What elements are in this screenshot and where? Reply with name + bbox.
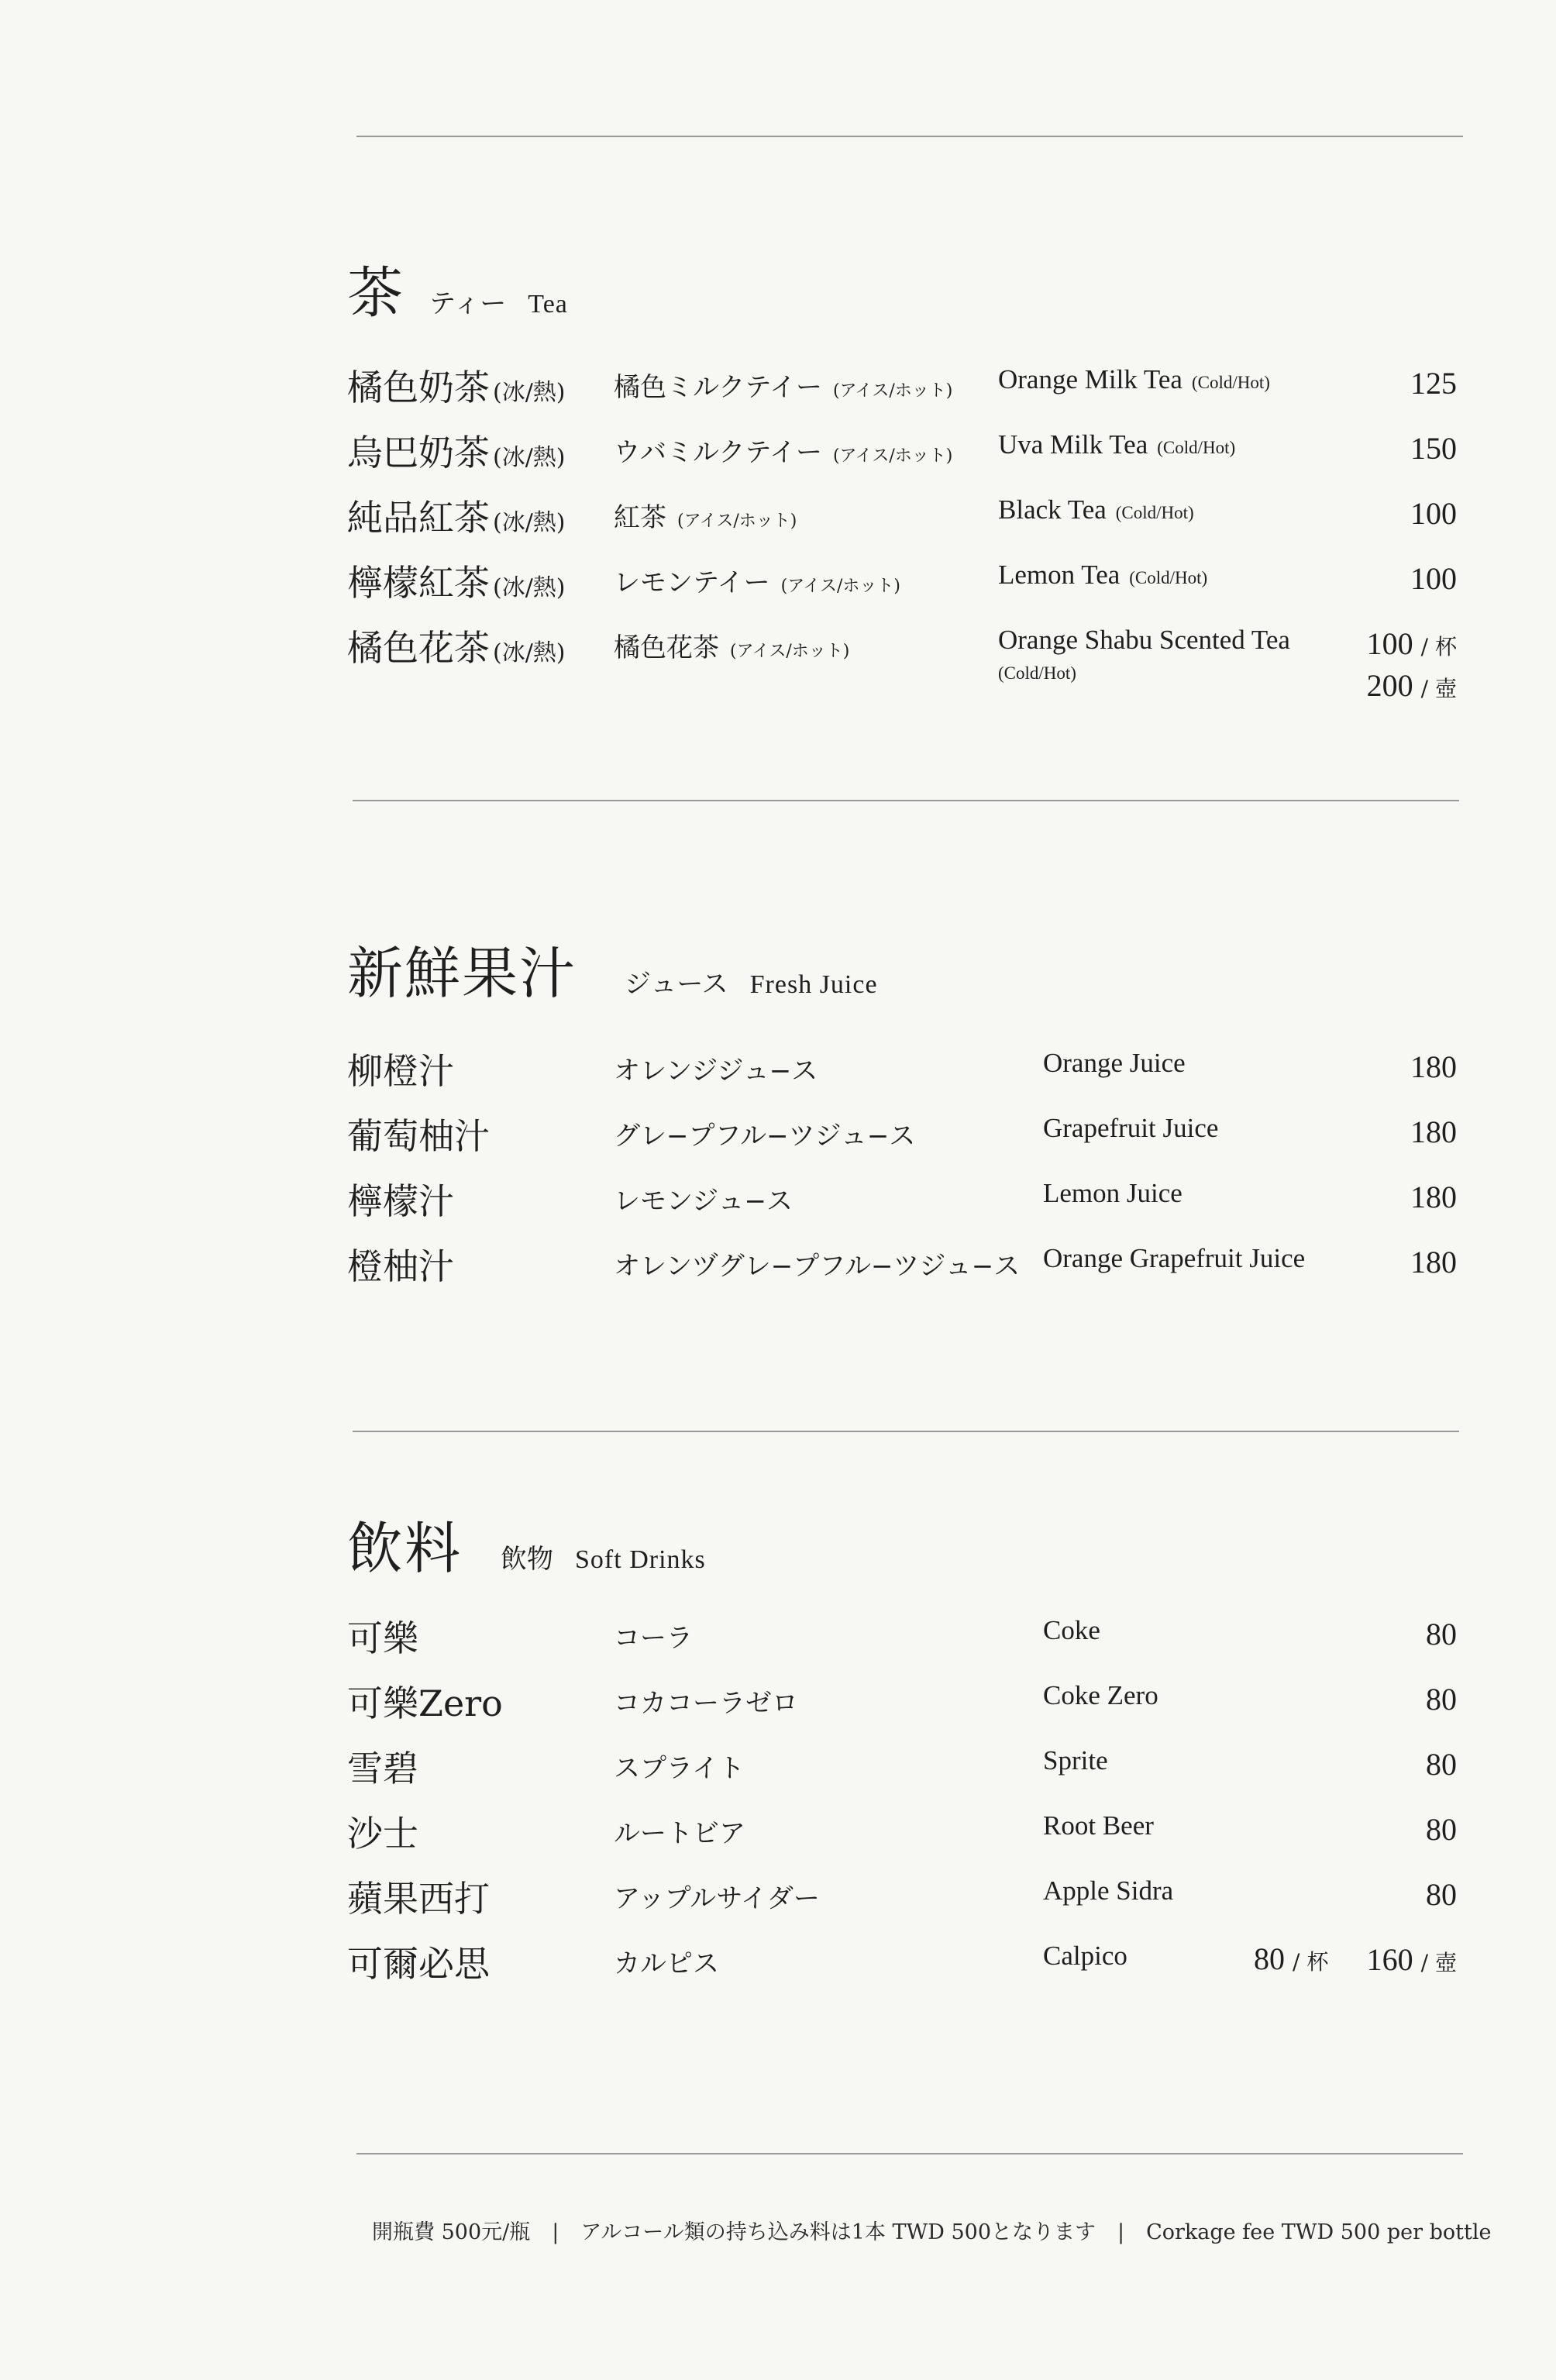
item-name-en: Orange Grapefruit Juice (1043, 1243, 1306, 1273)
item-name-zh: 可樂Zero (347, 1683, 503, 1724)
item-name-en: Orange Juice (1043, 1048, 1186, 1078)
juice-title-jp: ジュース (625, 969, 728, 1000)
item-price: 125 (1410, 366, 1457, 401)
item-name-zh: 雪碧 (347, 1748, 418, 1789)
top-divider (356, 136, 1463, 137)
item-name-jp: ルートビア (614, 1818, 745, 1849)
menu-item-soft-sprite (347, 1741, 1457, 1806)
item-name-en: Coke Zero (1043, 1680, 1158, 1710)
item-price: 80 (1426, 1747, 1457, 1782)
item-name-zh: 可爾必思 (347, 1943, 490, 1985)
item-name-zh: 檸檬汁 (347, 1180, 454, 1222)
section-divider-1 (353, 800, 1459, 801)
soft-title-en: Soft Drinks (575, 1545, 706, 1574)
item-name-en: Coke (1043, 1615, 1100, 1645)
menu-item-soft-apple-sidra (347, 1871, 1457, 1936)
item-price: 80 (1426, 1617, 1457, 1652)
corkage-note-zh: 開瓶費 500元/瓶 (372, 2220, 531, 2244)
soft-title-zh: 飲料 (347, 1516, 463, 1581)
soft-title-jp: 飲物 (501, 1544, 554, 1575)
footer-separator: | (552, 2220, 559, 2244)
item-name-jp: レモンテイー (アイス/ホット) (614, 567, 901, 598)
item-price: 180 (1410, 1245, 1457, 1280)
price-per-pot: 160 / 壺 (1366, 1942, 1457, 1977)
tea-title-jp: ティー (429, 288, 507, 319)
footer-divider (356, 2153, 1463, 2154)
item-name-jp: ウバミルクテイー (アイス/ホット) (614, 437, 953, 468)
menu-item-soft-calpico (347, 1936, 1457, 2001)
item-name-en: Calpico (1043, 1941, 1127, 1971)
price-per-cup: 80 / 杯 (1254, 1941, 1329, 1976)
menu-item-tea-orange-scented (347, 620, 1457, 713)
menu-item-tea-lemon (347, 555, 1457, 620)
item-name-en: Apple Sidra (1043, 1875, 1174, 1906)
item-price: 150 (1410, 431, 1457, 466)
item-name-jp: レモンジュ−ス (614, 1186, 793, 1217)
juice-heading (347, 928, 878, 1009)
item-name-en: Grapefruit Juice (1043, 1113, 1219, 1143)
tea-title-zh: 茶 (347, 260, 405, 325)
item-name-en: Black Tea (Cold/Hot) (998, 494, 1194, 525)
item-price: 100 (1410, 496, 1457, 531)
juice-title-zh: 新鮮果汁 (347, 941, 577, 1006)
item-name-jp: コーラ (614, 1623, 693, 1654)
item-price: 80 (1426, 1877, 1457, 1912)
menu-item-tea-orange-milk (347, 360, 1457, 425)
menu-item-soft-coke (347, 1610, 1457, 1676)
item-name-jp: アップルサイダー (614, 1883, 820, 1914)
item-name-zh: 純品紅茶 (冰/熱) (347, 497, 566, 539)
item-name-zh: 烏巴奶茶 (冰/熱) (347, 432, 566, 474)
item-name-en: Root Beer (1043, 1810, 1154, 1841)
item-name-jp: スプライト (614, 1753, 745, 1784)
corkage-note-en: Corkage fee TWD 500 per bottle (1146, 2220, 1492, 2244)
juice-title-en: Fresh Juice (749, 970, 878, 999)
footer-separator: | (1117, 2220, 1125, 2244)
menu-item-juice-lemon (347, 1173, 1457, 1238)
corkage-note-jp: アルコール類の持ち込み料は1本 TWD 500となります (580, 2220, 1096, 2244)
item-name-zh: 檸檬紅茶 (冰/熱) (347, 562, 566, 604)
item-price: 80 (1426, 1682, 1457, 1717)
item-name-zh: 橙柚汁 (347, 1245, 454, 1287)
menu-item-juice-orange-grapefruit (347, 1238, 1457, 1304)
menu-item-soft-root-beer (347, 1806, 1457, 1871)
price-per-pot: 200 / 壺 (1366, 668, 1457, 703)
corkage-note (372, 2215, 1491, 2245)
item-name-jp: 橘色ミルクテイー (アイス/ホット) (614, 372, 953, 403)
item-name-zh: 沙士 (347, 1813, 418, 1855)
item-name-jp: グレ−プフル−ツジュ−ス (614, 1121, 916, 1152)
section-divider-2 (353, 1431, 1459, 1432)
item-name-jp: オレンジジュ−ス (614, 1056, 818, 1087)
menu-item-juice-orange (347, 1043, 1457, 1108)
item-price: 80 (1426, 1812, 1457, 1847)
item-name-zh: 橘色奶茶 (冰/熱) (347, 367, 566, 408)
item-name-en: Lemon Juice (1043, 1178, 1182, 1208)
item-price: 180 (1410, 1180, 1457, 1214)
item-name-en: Uva Milk Tea (Cold/Hot) (998, 429, 1236, 460)
item-name-zh: 蘋果西打 (347, 1878, 490, 1920)
menu-item-tea-uva-milk (347, 425, 1457, 490)
item-name-jp: 橘色花茶 (アイス/ホット) (614, 632, 850, 663)
item-price-multi (1367, 625, 1457, 708)
soft-heading (347, 1503, 706, 1584)
menu-item-juice-grapefruit (347, 1108, 1457, 1173)
item-name-zh: 可樂 (347, 1617, 418, 1659)
item-name-zh: 橘色花茶 (冰/熱) (347, 627, 566, 669)
item-name-jp: 紅茶 (アイス/ホット) (614, 502, 797, 533)
item-name-jp: オレンヅグレ−プフル−ツジュ−ス (614, 1251, 1021, 1282)
menu-item-tea-black (347, 490, 1457, 555)
item-name-en: Orange Milk Tea (Cold/Hot) (998, 364, 1270, 394)
tea-title-en: Tea (528, 290, 568, 319)
item-name-en: Orange Shabu Scented Tea (Cold/Hot) (998, 625, 1290, 683)
item-price: 180 (1410, 1114, 1457, 1149)
item-name-en: Lemon Tea (Cold/Hot) (998, 560, 1208, 590)
item-name-jp: コカコーラゼロ (614, 1688, 798, 1719)
item-name-en: Sprite (1043, 1745, 1108, 1776)
price-per-cup: 100 / 杯 (1366, 626, 1457, 661)
item-price: 180 (1410, 1049, 1457, 1084)
item-name-jp: カルピス (614, 1948, 719, 1979)
tea-heading (347, 248, 568, 329)
item-name-zh: 葡萄柚汁 (347, 1115, 490, 1157)
menu-item-soft-coke-zero (347, 1676, 1457, 1741)
item-name-zh: 柳橙汁 (347, 1050, 454, 1092)
item-price: 100 (1410, 561, 1457, 596)
